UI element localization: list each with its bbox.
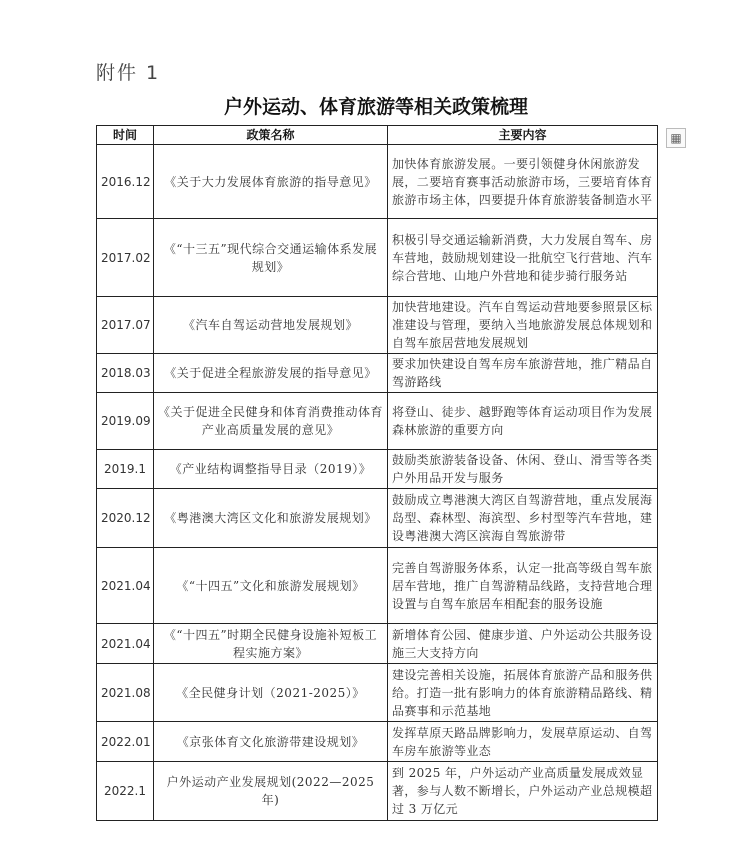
header-content: 主要内容 <box>388 126 658 145</box>
row-date: 2022.1 <box>97 762 154 821</box>
row-policy-name: 《“十三五”现代综合交通运输体系发展规划》 <box>154 219 388 297</box>
row-content: 到 2025 年，户外运动产业高质量发展成效显著，参与人数不断增长，户外运动产业总规模超过 3 万亿元 <box>388 762 658 821</box>
row-date: 2018.03 <box>97 354 154 393</box>
row-date: 2021.08 <box>97 664 154 722</box>
row-date: 2021.04 <box>97 624 154 664</box>
row-date: 2017.07 <box>97 297 154 354</box>
row-content: 积极引导交通运输新消费，大力发展自驾车、房车营地，鼓励规划建设一批航空飞行营地、汽车综合营地、山地户外营地和徒步骑行服务站 <box>388 219 658 297</box>
row-policy-name: 《“十四五”文化和旅游发展规划》 <box>154 548 388 624</box>
row-content: 建设完善相关设施，拓展体育旅游产品和服务供给。打造一批有影响力的体育旅游精品路线、精品赛事和示范基地 <box>388 664 658 722</box>
row-policy-name: 《全民健身计划（2021-2025）》 <box>154 664 388 722</box>
row-date: 2019.1 <box>97 450 154 489</box>
row-policy-name: 《产业结构调整指导目录（2019）》 <box>154 450 388 489</box>
row-content: 要求加快建设自驾车房车旅游营地，推广精品自驾游路线 <box>388 354 658 393</box>
table-row <box>97 145 658 219</box>
table-grid-icon[interactable]: ▦ <box>666 128 686 148</box>
row-content: 将登山、徒步、越野跑等体育运动项目作为发展森林旅游的重要方向 <box>388 393 658 450</box>
table-row <box>97 393 658 450</box>
header-policy-name: 政策名称 <box>154 126 388 145</box>
table-row <box>97 548 658 624</box>
table-row <box>97 219 658 297</box>
table-row <box>97 624 658 664</box>
row-policy-name: 《粤港澳大湾区文化和旅游发展规划》 <box>154 489 388 548</box>
table-row <box>97 297 658 354</box>
row-date: 2016.12 <box>97 145 154 219</box>
row-policy-name: 《汽车自驾运动营地发展规划》 <box>154 297 388 354</box>
attachment-label: 附件 1 <box>96 62 161 84</box>
row-date: 2017.02 <box>97 219 154 297</box>
row-policy-name: 《关于大力发展体育旅游的指导意见》 <box>154 145 388 219</box>
row-content: 鼓励成立粤港澳大湾区自驾游营地，重点发展海岛型、森林型、海滨型、乡村型等汽车营地，建设粤港澳大湾区滨海自驾旅游带 <box>388 489 658 548</box>
header-date: 时间 <box>97 126 154 145</box>
row-content: 加快体育旅游发展。一要引领健身休闲旅游发展，二要培育赛事活动旅游市场，三要培育体育旅游市场主体，四要提升体育旅游装备制造水平 <box>388 145 658 219</box>
row-date: 2020.12 <box>97 489 154 548</box>
row-policy-name: 《京张体育文化旅游带建设规划》 <box>154 722 388 762</box>
table-row <box>97 489 658 548</box>
row-date: 2021.04 <box>97 548 154 624</box>
row-policy-name: 《关于促进全程旅游发展的指导意见》 <box>154 354 388 393</box>
row-policy-name: 户外运动产业发展规划(2022—2025年) <box>154 762 388 821</box>
policy-table <box>96 125 658 821</box>
table-row <box>97 762 658 821</box>
table-row <box>97 450 658 489</box>
row-content: 鼓励类旅游装备设备、休闲、登山、滑雪等各类户外用品开发与服务 <box>388 450 658 489</box>
row-date: 2019.09 <box>97 393 154 450</box>
row-content: 新增体育公园、健康步道、户外运动公共服务设施三大支持方向 <box>388 624 658 664</box>
row-content: 加快营地建设。汽车自驾运动营地要参照景区标准建设与管理，要纳入当地旅游发展总体规划和自驾车旅居营地发展规划 <box>388 297 658 354</box>
table-row <box>97 722 658 762</box>
row-policy-name: 《“十四五”时期全民健身设施补短板工程实施方案》 <box>154 624 388 664</box>
table-row <box>97 664 658 722</box>
table-row <box>97 354 658 393</box>
row-date: 2022.01 <box>97 722 154 762</box>
row-policy-name: 《关于促进全民健身和体育消费推动体育产业高质量发展的意见》 <box>154 393 388 450</box>
row-content: 完善自驾游服务体系，认定一批高等级自驾车旅居车营地，推广自驾游精品线路，支持营地合理设置与自驾车旅居车相配套的服务设施 <box>388 548 658 624</box>
row-content: 发挥草原天路品牌影响力，发展草原运动、自驾车房车旅游等业态 <box>388 722 658 762</box>
table-header-row <box>97 126 658 145</box>
page-title: 户外运动、体育旅游等相关政策梳理 <box>223 96 528 118</box>
